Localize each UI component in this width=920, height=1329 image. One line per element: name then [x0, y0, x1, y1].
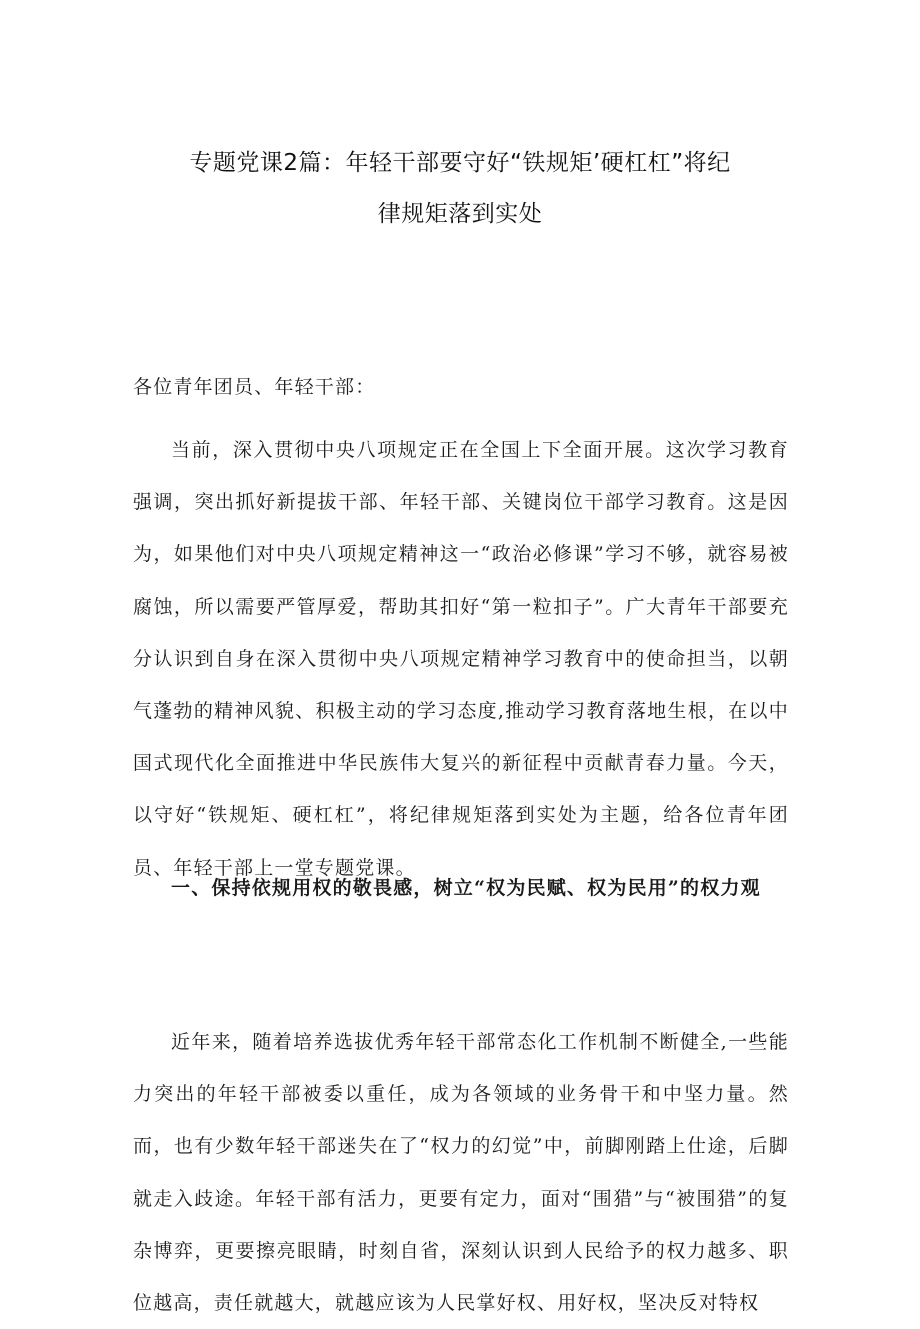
body-paragraph: 近年来，随着培养选拔优秀年轻干部常态化工作机制不断健全,一些能力突出的年轻干部被委以重任，成为各领域的业务骨干和中坚力量。然而，也有少数年轻干部迷失在了“权力的幻觉”中，前脚刚踏上仕途，后脚就走入歧途。年轻干部有活力，更要有定力，面对“围猎”与“被围猎”的复杂博弈，更要擦亮眼睛，时刻自省，深刻认识到人民给予的权力越多、职位越高，责任就越大，就越应该为人民掌好权、用好权，坚决反对特权 [133, 1031, 789, 1315]
document-title-line-1: 专题党课2篇：年轻干部要守好“铁规矩’硬杠杠”将纪 [189, 150, 731, 176]
salutation: 各位青年团员、年轻干部： [133, 376, 376, 398]
body-paragraph: 当前，深入贯彻中央八项规定正在全国上下全面开展。这次学习教育强调，突出抓好新提拔干部、年轻干部、关键岗位干部学习教育。这是因为，如果他们对中央八项规定精神这一“政治必修课”学习不够，就容易被腐蚀，所以需要严管厚爱，帮助其扣好“第一粒扣子”。广大青年干部要充分认识到自身在深入贯彻中央八项规定精神学习教育中的使命担当，以朝气蓬勃的精神风貌、积极主动的学习态度,推动学习教育落地生根，在以中国式现代化全面推进中华民族伟大复兴的新征程中贡献青春力量。今天，以守好“铁规矩、硬杠杠”，将纪律规矩落到实处为主题，给各位青年团员、年轻干部上一堂专题党课。 [133, 439, 789, 879]
document-title-line-2: 律规矩落到实处 [377, 201, 543, 227]
section-heading: 一、保持依规用权的敬畏感，树立“权为民赋、权为民用”的权力观 [171, 877, 761, 899]
